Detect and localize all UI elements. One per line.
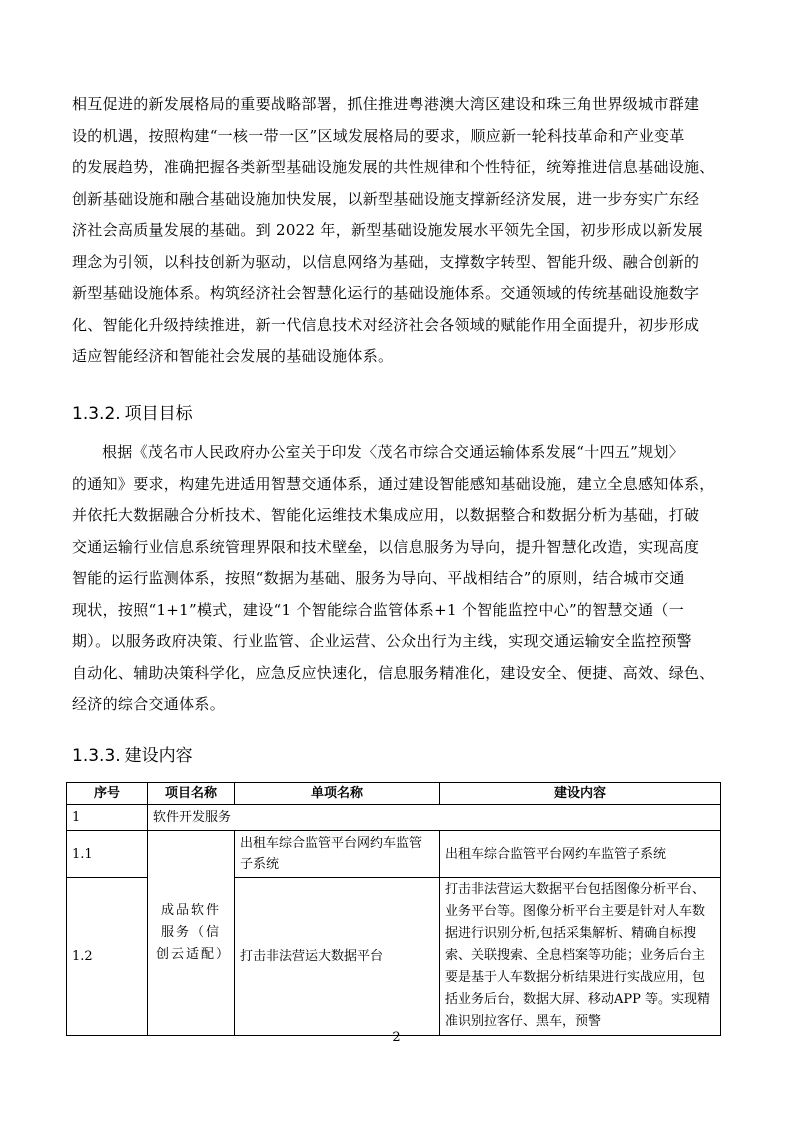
paragraph-line: 设的机遇，按照构建“一核一带一区”区域发展格局的要求，顺应新一轮科技革命和产业变革 (72, 126, 685, 145)
row-group-no: 1 (67, 805, 148, 831)
table-row (67, 805, 721, 831)
paragraph-line: 理念为引领，以科技创新为驱动，以信息网络为基础，支撑数字转型、智能升级、融合创新的 (72, 252, 700, 271)
paragraph-line: 现状，按照“1+1”模式，建设“1 个智能综合监管体系+1 个智能监控中心”的智慧交通（一 (72, 600, 685, 619)
paragraph-line: 交通运输行业信息系统管理界限和技术壁垒，以信息服务为导向，提升智慧化改造，实现高度 (72, 537, 700, 556)
merged-project-name: 成品软件服务（信创云适配） (148, 831, 235, 1036)
paragraph-line: 自动化、辅助决策科学化，应急反应快速化，信息服务精准化，建设安全、便捷、高效、绿色、 (72, 663, 715, 682)
row-no: 1.1 (67, 831, 148, 878)
header-content: 建设内容 (440, 783, 721, 805)
paragraph-2 (72, 437, 722, 721)
paragraph-line: 期）。以服务政府决策、行业监管、企业运营、公众出行为主线，实现交通运输安全监控预警 (72, 632, 692, 650)
section-heading-1-3-2 (72, 399, 193, 424)
paragraph-line: 创新基础设施和融合基础设施加快发展，以新型基础设施支撑新经济发展，进一步夯实广东经 (72, 189, 700, 208)
header-no: 序号 (67, 783, 148, 805)
section-heading-1-3-3 (72, 741, 193, 766)
paragraph-line: 的通知》要求，构建先进适用智慧交通体系，通过建设智能感知基础设施，建立全息感知体系， (72, 474, 715, 493)
section-title: 建设内容 (124, 746, 193, 766)
paragraph-1 (72, 89, 722, 373)
row-content: 打击非法营运大数据平台包括图像分析平台、业务平台等。图像分析平台主要是针对人车数据进行识别分析,包括采集解析、精确自标搜索、关联搜索、全息档案等功能；业务后台主要是基于人车数据分析结果进行实战应用，包括业务后台，数据大屏、移动APP 等。实现精准识别拉客仔、黑车，预警 (440, 878, 721, 1036)
paragraph-line: 智能的运行监测体系，按照“数据为基础、服务为导向、平战相结合”的原则，结合城市交通 (72, 569, 685, 587)
section-number: 1.3.2. (72, 404, 121, 424)
section-title: 项目目标 (124, 404, 193, 424)
row-item-name: 打击非法营运大数据平台 (235, 878, 440, 1036)
row-no: 1.2 (67, 878, 148, 1036)
paragraph-line: 化、智能化升级持续推进，新一代信息技术对经济社会各领域的赋能作用全面提升，初步形成 (72, 315, 700, 334)
header-item-name: 单项名称 (235, 783, 440, 805)
paragraph-line: 济社会高质量发展的基础。到 2022 年，新型基础设施发展水平领先全国，初步形成以新发展 (72, 221, 703, 239)
paragraph-line: 的发展趋势，准确把握各类新型基础设施发展的共性规律和个性特征，统筹推进信息基础设施、 (72, 158, 715, 176)
paragraph-line: 根据《茂名市人民政府办公室关于印发〈茂名市综合交通运输体系发展“十四五”规划〉 (102, 443, 685, 461)
paragraph-line: 并依托大数据融合分析技术、智能化运维技术集成应用，以数据整合和数据分析为基础，打破 (72, 506, 700, 524)
row-item-name: 出租车综合监管平台网约车监管子系统 (235, 831, 440, 878)
paragraph-line: 相互促进的新发展格局的重要战略部署，抓住推进粤港澳大湾区建设和珠三角世界级城市群建 (72, 95, 700, 113)
page-number: 2 (392, 1030, 401, 1045)
row-content: 出租车综合监管平台网约车监管子系统 (440, 831, 721, 878)
table-row (67, 831, 721, 878)
table-header-row (67, 783, 721, 805)
construction-content-table (66, 782, 721, 1036)
section-number: 1.3.3. (72, 746, 121, 766)
row-group-name: 软件开发服务 (148, 805, 721, 831)
paragraph-line: 经济的综合交通体系。 (72, 695, 226, 713)
paragraph-line: 适应智能经济和智能社会发展的基础设施体系。 (72, 347, 394, 365)
paragraph-line: 新型基础设施体系。构筑经济社会智慧化运行的基础设施体系。交通领域的传统基础设施数字 (72, 284, 700, 302)
header-project-name: 项目名称 (148, 783, 235, 805)
